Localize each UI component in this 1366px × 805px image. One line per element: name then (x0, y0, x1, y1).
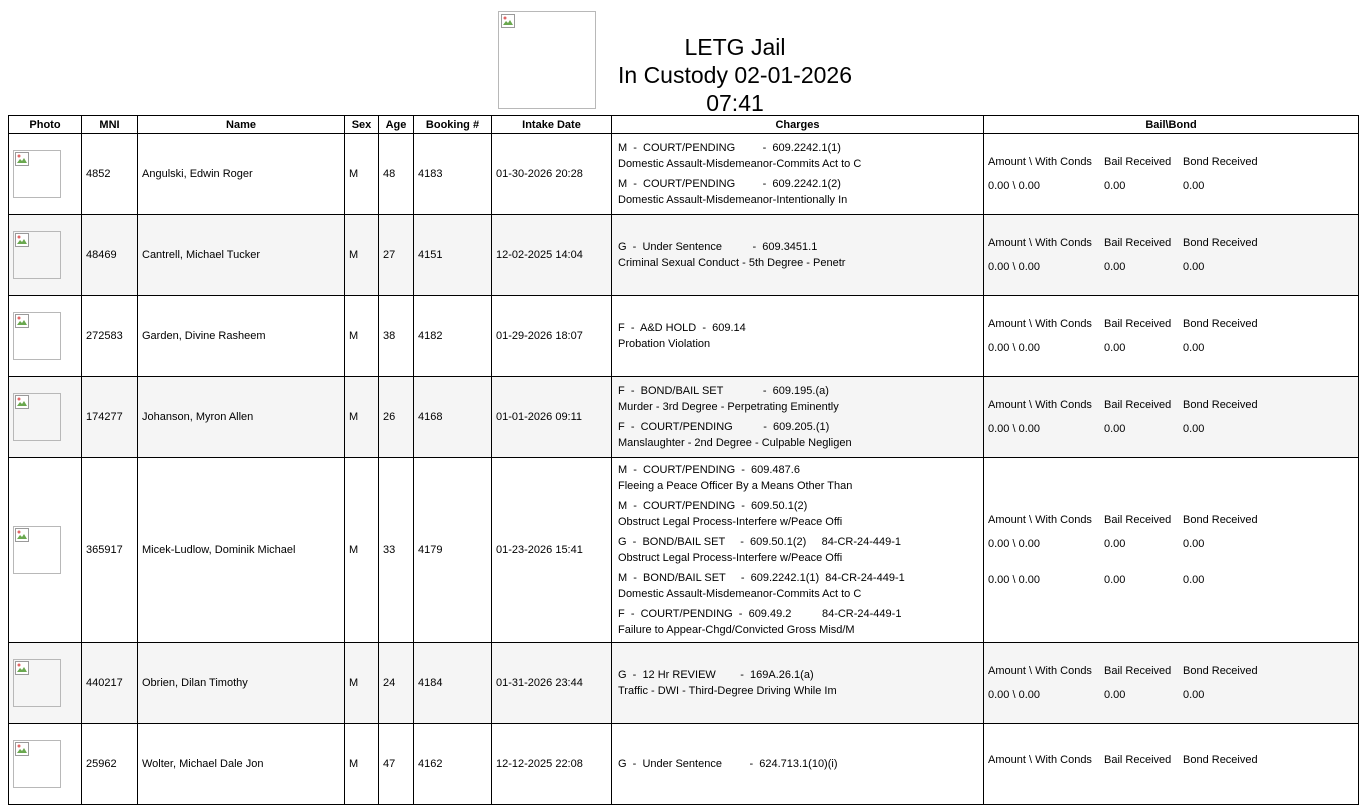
bail-values (988, 572, 1358, 588)
bail-received-label: Bail Received (1104, 237, 1172, 249)
charge-description: Domestic Assault-Misdemeanor-Commits Act to C (618, 588, 862, 600)
mni-cell: 440217 (82, 643, 138, 724)
bail-amount-value: 0.00 \ 0.00 (988, 180, 1040, 192)
bail-received-value: 0.00 (1104, 538, 1126, 550)
photo-cell (9, 377, 82, 458)
column-header-charges: Charges (612, 116, 984, 134)
bail-bond-cell (984, 643, 1359, 724)
inmate-photo[interactable] (13, 740, 61, 788)
bail-amount-label: Amount \ With Conds (988, 237, 1092, 249)
report-header (600, 33, 870, 117)
charge-code: G - Under Sentence - 624.713.1(10)(i) (618, 758, 838, 770)
bail-header (988, 397, 1358, 413)
intake-date-cell: 12-02-2025 14:04 (492, 215, 612, 296)
bail-amount-value: 0.00 \ 0.00 (988, 423, 1040, 435)
column-header-name: Name (138, 116, 345, 134)
bail-bond-cell (984, 377, 1359, 458)
bail-header (988, 316, 1358, 332)
charge-item (618, 320, 983, 352)
age-cell: 26 (379, 377, 414, 458)
bail-received-value: 0.00 (1104, 423, 1126, 435)
column-header-sex: Sex (345, 116, 379, 134)
bond-received-value: 0.00 (1183, 261, 1205, 273)
mni-cell: 25962 (82, 724, 138, 805)
charge-code: M - COURT/PENDING - 609.50.1(2) (618, 500, 808, 512)
bail-header (988, 663, 1358, 679)
bail-amount-label: Amount \ With Conds (988, 156, 1092, 168)
bail-received-label: Bail Received (1104, 665, 1172, 677)
table-row (9, 296, 1359, 377)
photo-cell (9, 643, 82, 724)
intake-date-cell: 12-12-2025 22:08 (492, 724, 612, 805)
bail-received-label: Bail Received (1104, 754, 1172, 766)
table-header-row (9, 116, 1359, 134)
sex-cell: M (345, 215, 379, 296)
charges-cell (612, 134, 984, 215)
intake-date-cell: 01-30-2026 20:28 (492, 134, 612, 215)
bond-received-label: Bond Received (1183, 399, 1258, 411)
intake-date-cell: 01-31-2026 23:44 (492, 643, 612, 724)
bond-received-label: Bond Received (1183, 665, 1258, 677)
broken-image-icon (15, 742, 29, 756)
broken-image-icon (15, 395, 29, 409)
charge-item (618, 176, 983, 208)
table-row (9, 377, 1359, 458)
inmate-photo[interactable] (13, 312, 61, 360)
sex-cell: M (345, 643, 379, 724)
bond-received-value: 0.00 (1183, 574, 1205, 586)
photo-cell (9, 458, 82, 643)
column-header-mni: MNI (82, 116, 138, 134)
charge-code: M - COURT/PENDING - 609.2242.1(2) (618, 178, 841, 190)
charge-description: Obstruct Legal Process-Interfere w/Peace Offi (618, 516, 843, 528)
charges-cell (612, 296, 984, 377)
column-header-bail-bond: Bail\Bond (984, 116, 1359, 134)
charge-description: Failure to Appear-Chgd/Convicted Gross Misd/M (618, 624, 855, 636)
name-cell: Micek-Ludlow, Dominik Michael (138, 458, 345, 643)
custody-table (8, 115, 1359, 805)
bond-received-value: 0.00 (1183, 180, 1205, 192)
charge-item (618, 498, 983, 530)
broken-image-icon (15, 528, 29, 542)
photo-cell (9, 724, 82, 805)
charge-item (618, 606, 983, 638)
bond-received-label: Bond Received (1183, 514, 1258, 526)
inmate-photo[interactable] (13, 526, 61, 574)
name-cell: Johanson, Myron Allen (138, 377, 345, 458)
bond-received-label: Bond Received (1183, 318, 1258, 330)
table-row (9, 458, 1359, 643)
bail-bond-cell (984, 724, 1359, 805)
charge-description: Probation Violation (618, 338, 711, 350)
bail-bond-cell (984, 296, 1359, 377)
bail-values (988, 340, 1358, 356)
charge-description: Fleeing a Peace Officer By a Means Other Than (618, 480, 853, 492)
charge-item (618, 140, 983, 172)
bond-received-label: Bond Received (1183, 754, 1258, 766)
bond-received-value: 0.00 (1183, 689, 1205, 701)
charge-item (618, 570, 983, 602)
bail-received-label: Bail Received (1104, 399, 1172, 411)
name-cell: Wolter, Michael Dale Jon (138, 724, 345, 805)
broken-image-icon (501, 14, 515, 28)
inmate-photo[interactable] (13, 659, 61, 707)
charge-code: F - A&D HOLD - 609.14 (618, 322, 746, 334)
bail-received-label: Bail Received (1104, 318, 1172, 330)
charge-code: F - BOND/BAIL SET - 609.195.(a) (618, 385, 829, 397)
booking-cell: 4151 (414, 215, 492, 296)
charge-code: G - BOND/BAIL SET - 609.50.1(2) 84-CR-24-449-1 (618, 536, 902, 548)
bail-received-label: Bail Received (1104, 156, 1172, 168)
intake-date-cell: 01-29-2026 18:07 (492, 296, 612, 377)
booking-cell: 4179 (414, 458, 492, 643)
charge-item (618, 419, 983, 451)
bail-values (988, 259, 1358, 275)
charge-code: M - COURT/PENDING - 609.487.6 (618, 464, 800, 476)
bail-amount-value: 0.00 \ 0.00 (988, 689, 1040, 701)
charge-item (618, 667, 983, 699)
column-header-booking: Booking # (414, 116, 492, 134)
name-cell: Angulski, Edwin Roger (138, 134, 345, 215)
charge-code: M - BOND/BAIL SET - 609.2242.1(1) 84-CR-24-449-1 (618, 572, 905, 584)
sex-cell: M (345, 377, 379, 458)
sex-cell: M (345, 458, 379, 643)
sex-cell: M (345, 724, 379, 805)
sex-cell: M (345, 134, 379, 215)
bail-amount-value: 0.00 \ 0.00 (988, 574, 1040, 586)
charge-code: F - COURT/PENDING - 609.49.2 84-CR-24-449-1 (618, 608, 902, 620)
broken-image-icon (15, 314, 29, 328)
inmate-photo[interactable] (13, 393, 61, 441)
charge-code: F - COURT/PENDING - 609.205.(1) (618, 421, 830, 433)
broken-image-icon (15, 233, 29, 247)
bail-values (988, 687, 1358, 703)
charge-description: Domestic Assault-Misdemeanor-Intentionally In (618, 194, 848, 206)
age-cell: 47 (379, 724, 414, 805)
charges-cell (612, 215, 984, 296)
table-row (9, 215, 1359, 296)
photo-cell (9, 215, 82, 296)
intake-date-cell: 01-23-2026 15:41 (492, 458, 612, 643)
mni-cell: 4852 (82, 134, 138, 215)
bail-amount-label: Amount \ With Conds (988, 754, 1092, 766)
photo-cell (9, 296, 82, 377)
charges-cell (612, 724, 984, 805)
report-subtitle: In Custody 02-01-2026 07:41 (618, 62, 852, 116)
charge-item (618, 239, 983, 271)
charge-item (618, 534, 983, 566)
inmate-photo[interactable] (13, 150, 61, 198)
name-cell: Cantrell, Michael Tucker (138, 215, 345, 296)
charge-description: Obstruct Legal Process-Interfere w/Peace Offi (618, 552, 843, 564)
bond-received-label: Bond Received (1183, 237, 1258, 249)
bail-values (988, 536, 1358, 552)
age-cell: 24 (379, 643, 414, 724)
bail-amount-label: Amount \ With Conds (988, 665, 1092, 677)
charge-code: M - COURT/PENDING - 609.2242.1(1) (618, 142, 841, 154)
charge-description: Manslaughter - 2nd Degree - Culpable Negligen (618, 437, 852, 449)
charge-code: G - 12 Hr REVIEW - 169A.26.1(a) (618, 669, 814, 681)
sex-cell: M (345, 296, 379, 377)
bail-bond-cell (984, 215, 1359, 296)
booking-cell: 4182 (414, 296, 492, 377)
bail-bond-cell (984, 458, 1359, 643)
table-row (9, 643, 1359, 724)
bail-bond-cell (984, 134, 1359, 215)
bond-received-label: Bond Received (1183, 156, 1258, 168)
bail-received-value: 0.00 (1104, 574, 1126, 586)
bail-received-value: 0.00 (1104, 180, 1126, 192)
jail-logo-image (498, 11, 596, 109)
report-title: LETG Jail (684, 34, 786, 60)
broken-image-icon (15, 661, 29, 675)
charge-description: Murder - 3rd Degree - Perpetrating Eminently (618, 401, 839, 413)
age-cell: 48 (379, 134, 414, 215)
bond-received-value: 0.00 (1183, 342, 1205, 354)
bail-amount-label: Amount \ With Conds (988, 318, 1092, 330)
column-header-intake-date: Intake Date (492, 116, 612, 134)
booking-cell: 4184 (414, 643, 492, 724)
bail-amount-value: 0.00 \ 0.00 (988, 261, 1040, 273)
age-cell: 27 (379, 215, 414, 296)
bail-amount-value: 0.00 \ 0.00 (988, 538, 1040, 550)
mni-cell: 272583 (82, 296, 138, 377)
broken-image-icon (15, 152, 29, 166)
column-header-photo: Photo (9, 116, 82, 134)
bail-values (988, 421, 1358, 437)
name-cell: Garden, Divine Rasheem (138, 296, 345, 377)
inmate-photo[interactable] (13, 231, 61, 279)
column-header-age: Age (379, 116, 414, 134)
booking-cell: 4168 (414, 377, 492, 458)
table-row (9, 724, 1359, 805)
name-cell: Obrien, Dilan Timothy (138, 643, 345, 724)
charges-cell (612, 643, 984, 724)
bond-received-value: 0.00 (1183, 538, 1205, 550)
bail-received-label: Bail Received (1104, 514, 1172, 526)
booking-cell: 4183 (414, 134, 492, 215)
charge-item (618, 383, 983, 415)
bail-header (988, 235, 1358, 251)
bond-received-value: 0.00 (1183, 423, 1205, 435)
bail-received-value: 0.00 (1104, 261, 1126, 273)
mni-cell: 365917 (82, 458, 138, 643)
age-cell: 38 (379, 296, 414, 377)
bail-values (988, 178, 1358, 194)
booking-cell: 4162 (414, 724, 492, 805)
age-cell: 33 (379, 458, 414, 643)
bail-header (988, 154, 1358, 170)
photo-cell (9, 134, 82, 215)
bail-received-value: 0.00 (1104, 689, 1126, 701)
bail-amount-label: Amount \ With Conds (988, 399, 1092, 411)
charge-description: Domestic Assault-Misdemeanor-Commits Act to C (618, 158, 862, 170)
charge-description: Criminal Sexual Conduct - 5th Degree - Penetr (618, 257, 846, 269)
bail-amount-label: Amount \ With Conds (988, 514, 1092, 526)
charge-code: G - Under Sentence - 609.3451.1 (618, 241, 818, 253)
charge-description: Traffic - DWI - Third-Degree Driving While Im (618, 685, 837, 697)
intake-date-cell: 01-01-2026 09:11 (492, 377, 612, 458)
bail-received-value: 0.00 (1104, 342, 1126, 354)
charges-cell (612, 377, 984, 458)
charges-cell (612, 458, 984, 643)
mni-cell: 48469 (82, 215, 138, 296)
charge-item (618, 756, 983, 772)
charge-item (618, 462, 983, 494)
bail-header (988, 512, 1358, 528)
table-row (9, 134, 1359, 215)
bail-amount-value: 0.00 \ 0.00 (988, 342, 1040, 354)
bail-header (988, 752, 1358, 768)
mni-cell: 174277 (82, 377, 138, 458)
